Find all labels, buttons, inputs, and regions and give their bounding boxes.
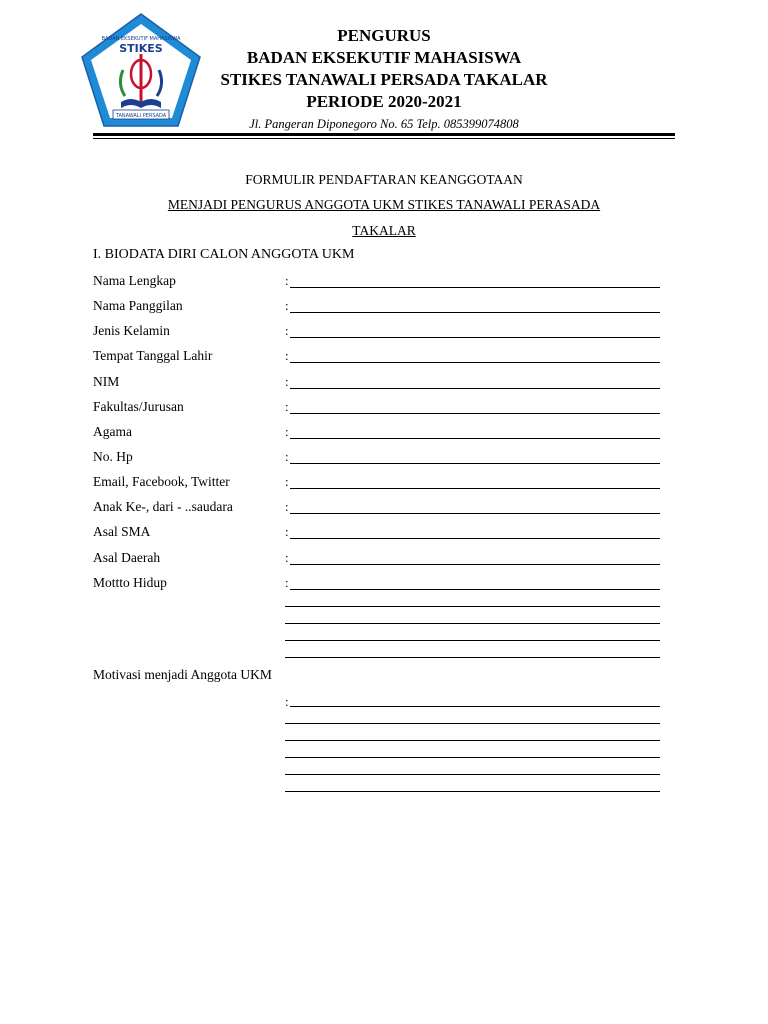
field-label-email: Email, Facebook, Twitter — [93, 474, 230, 489]
field-colon: : — [285, 348, 289, 363]
input-line-no-hp[interactable] — [290, 463, 660, 464]
input-line-motto-extra[interactable] — [285, 640, 660, 641]
field-colon: : — [285, 499, 289, 514]
letterhead — [180, 25, 588, 132]
field-label-nim: NIM — [93, 374, 120, 389]
header-rule-thin — [93, 138, 675, 139]
field-label-nama-lengkap: Nama Lengkap — [93, 273, 176, 288]
form-title-2: MENJADI PENGURUS ANGGOTA UKM STIKES TANAWALI PERASADA — [167, 197, 601, 212]
input-line-motivasi[interactable] — [285, 723, 660, 724]
header-line-1: PENGURUS — [337, 26, 431, 45]
field-label-jenis-kelamin: Jenis Kelamin — [93, 323, 170, 338]
field-colon: : — [285, 550, 289, 565]
input-line-asal-daerah[interactable] — [290, 564, 660, 565]
section-heading: I. BIODATA DIRI CALON ANGGOTA UKM — [93, 247, 355, 262]
field-colon: : — [285, 273, 289, 288]
field-colon: : — [285, 449, 289, 464]
input-line-fakultas-jurusan[interactable] — [290, 413, 660, 414]
field-colon: : — [285, 524, 289, 539]
field-colon: : — [285, 298, 289, 313]
input-line-motto-extra[interactable] — [285, 657, 660, 658]
header-rule-thick — [93, 133, 675, 136]
input-line-motivasi[interactable] — [285, 791, 660, 792]
logo-top-text: BADAN EKSEKUTIF MAHASISWA — [101, 36, 181, 42]
input-line-nama-panggilan[interactable] — [290, 312, 660, 313]
header-line-2: BADAN EKSEKUTIF MAHASISWA — [246, 48, 522, 67]
field-label-anak-ke: Anak Ke-, dari - ..saudara — [93, 499, 233, 514]
field-label-asal-sma: Asal SMA — [93, 524, 151, 539]
input-line-motivasi[interactable] — [285, 740, 660, 741]
field-label-asal-daerah: Asal Daerah — [93, 550, 161, 565]
header-line-3: STIKES TANAWALI PERSADA TAKALAR — [220, 70, 548, 89]
input-line-motto-extra[interactable] — [285, 623, 660, 624]
input-line-nim[interactable] — [290, 388, 660, 389]
input-line-anak-ke[interactable] — [290, 513, 660, 514]
field-label-no-hp: No. Hp — [93, 449, 133, 464]
input-line-motto-extra[interactable] — [285, 606, 660, 607]
input-line-tempat-tanggal-lahir[interactable] — [290, 362, 660, 363]
input-line-email[interactable] — [290, 488, 660, 489]
field-colon: : — [285, 399, 289, 414]
form-title-3: TAKALAR — [352, 223, 416, 238]
field-label-motto-hidup: Mottto Hidup — [93, 575, 167, 590]
field-label-agama: Agama — [93, 424, 132, 439]
field-label-nama-panggilan: Nama Panggilan — [93, 298, 183, 313]
field-label-fakultas-jurusan: Fakultas/Jurusan — [93, 399, 184, 414]
field-label-motivasi: Motivasi menjadi Anggota UKM — [93, 667, 272, 682]
field-colon: : — [285, 474, 289, 489]
input-line-motivasi[interactable] — [290, 706, 660, 707]
field-label-tempat-tanggal-lahir: Tempat Tanggal Lahir — [93, 348, 213, 363]
field-colon: : — [285, 424, 289, 439]
logo-bottom-text: TANAWALI PERSADA — [115, 113, 167, 119]
form-title-1: FORMULIR PENDAFTARAN KEANGGOTAAN — [245, 172, 523, 187]
input-line-motivasi[interactable] — [285, 774, 660, 775]
field-colon: : — [285, 575, 289, 590]
field-colon: : — [285, 323, 289, 338]
input-line-agama[interactable] — [290, 438, 660, 439]
input-line-nama-lengkap[interactable] — [290, 287, 660, 288]
input-line-motivasi[interactable] — [285, 757, 660, 758]
input-line-motto-hidup[interactable] — [290, 589, 660, 590]
input-line-asal-sma[interactable] — [290, 538, 660, 539]
input-line-jenis-kelamin[interactable] — [290, 337, 660, 338]
field-colon: : — [285, 694, 289, 709]
header-address: Jl. Pangeran Diponegoro No. 65 Telp. 085399074808 — [249, 117, 519, 131]
logo-name: STIKES — [119, 42, 163, 55]
header-line-4: PERIODE 2020-2021 — [306, 92, 462, 111]
field-colon: : — [285, 374, 289, 389]
